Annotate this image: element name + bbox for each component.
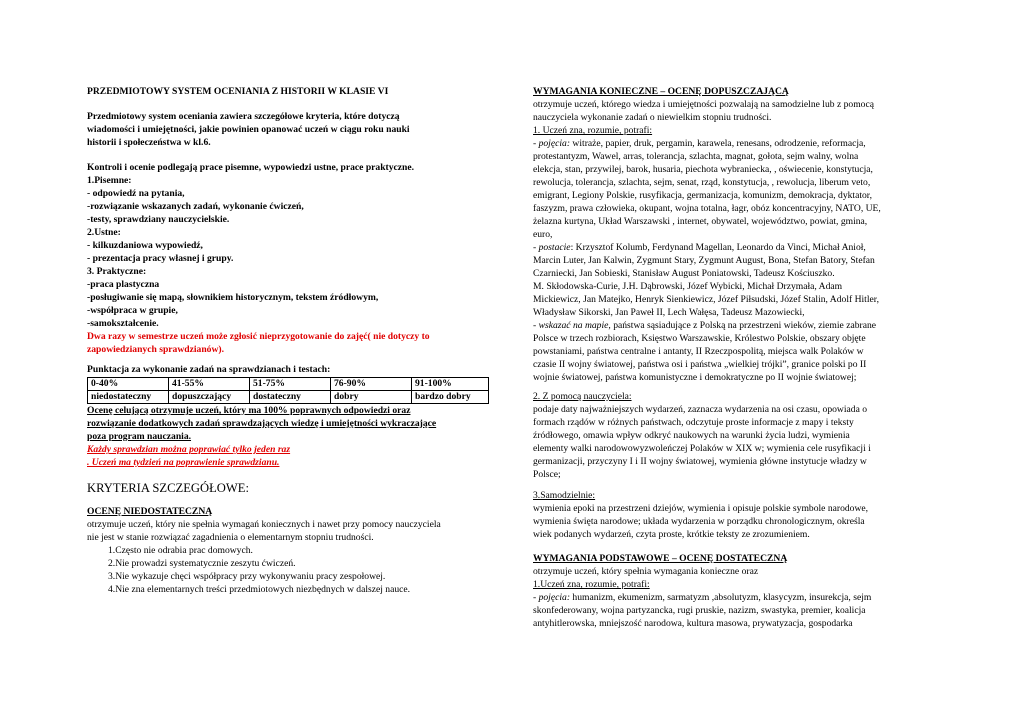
body-line: faszyzm, prawa człowieka, okupant, wojna totalna, łagr, obóz koncentracyjny, NATO, UE, <box>533 203 881 214</box>
term-text: : Krzysztof Kolumb, Ferdynand Magellan, Leonardo da Vinci, Michał Anioł, <box>570 242 866 253</box>
body-line: germanizacji, przyczyny I i II wojny światowej, wymienia główne instytucje władzy w <box>533 456 867 467</box>
body-line <box>533 138 866 150</box>
body-line: emigrant, Legiony Polskie, rusyfikacja, germanizacja, komunizm, demokracja, dyktator, <box>533 190 873 201</box>
unprepared-note: zapowiedzianych sprawdzianów). <box>87 344 224 355</box>
control-line: -posługiwanie się mapą, słownikiem historycznym, tekstem źródłowym, <box>87 292 379 303</box>
body-line: elekcja, stan, przywilej, barok, husaria, piechota wybraniecka, , oświecenie, konstytucja, <box>533 164 873 175</box>
dostateczna-heading: WYMAGANIA PODSTAWOWE – OCENĘ DOSTATECZNĄ <box>533 553 788 564</box>
body-line: rewolucja, tolerancja, szlachta, sejm, senat, rząd, konstytucja, , rewolucja, liberum veto, <box>533 177 871 188</box>
control-line: - kilkuzdaniowa wypowiedź, <box>87 240 203 251</box>
intro-line: historii i społeczeństwa w kl.6. <box>87 137 211 148</box>
table-cell: dopuszczający <box>169 391 250 404</box>
list-item: 3.Nie wykazuje chęci współpracy przy wykonywaniu pracy zespołowej. <box>108 571 386 582</box>
body-line: nauczyciela wykonanie zadań o niewielkim stopniu trudności. <box>533 112 772 123</box>
table-row <box>88 378 489 391</box>
control-line: -współpraca w grupie, <box>87 305 178 316</box>
niedostateczna-heading: OCENĘ NIEDOSTATECZNĄ <box>87 506 213 517</box>
table-cell: dostateczny <box>250 391 331 404</box>
table-row <box>88 391 489 404</box>
body-line: wymienia epoki na przestrzeni dziejów, wymienia i opisuje polskie symbole narodowe, <box>533 503 869 514</box>
term-text: , państwa sąsiadujące z Polską na przestrzeni wieków, ziemie zabrane <box>608 320 877 331</box>
control-line: -samokształcenie. <box>87 318 159 329</box>
term-text: humanizm, ekumenizm, sarmatyzm ,absolutyzm, klasycyzm, insurekcja, sejm <box>570 592 872 603</box>
body-line: antyhitlerowska, mniejszość narodowa, kultura masowa, prywatyzacja, gospodarka <box>533 618 853 629</box>
control-line: -rozwiązanie wskazanych zadań, wykonanie ćwiczeń, <box>87 201 304 212</box>
body-line: protestantyzm, Wawel, arras, tolerancja, szlachta, magnat, gołota, sejm walny, wolna <box>533 151 859 162</box>
control-line: - odpowiedź na pytania, <box>87 188 185 199</box>
term-label: wskazać na mapie <box>538 320 609 331</box>
control-line: 3. Praktyczne: <box>87 266 147 277</box>
retake-note: . Uczeń ma tydzień na poprawienie sprawdzianu. <box>87 457 280 468</box>
retake-note: Każdy sprawdzian można poprawiać tylko jeden raz <box>87 444 291 455</box>
table-cell: niedostateczny <box>88 391 169 404</box>
body-line <box>533 242 866 254</box>
subheading: 1.Uczeń zna, rozumie, potrafi: <box>533 579 650 590</box>
control-line: Kontroli i ocenie podlegają prace pisemne, wypowiedzi ustne, prace praktyczne. <box>87 162 415 173</box>
celujaca-note: Ocenę celującą otrzymuje uczeń, który ma 100% poprawnych odpowiedzi oraz <box>87 405 411 416</box>
term-label: - postacie <box>533 242 571 253</box>
body-line: formach rządów w różnych państwach, odczytuje proste informacje z mapy i teksty <box>533 417 854 428</box>
celujaca-note: rozwiązanie dodatkowych zadań sprawdzających wiedzę i umiejętności wykraczające <box>87 418 437 429</box>
intro-line: Przedmiotowy system oceniania zawiera szczegółowe kryteria, które dotyczą <box>87 111 400 122</box>
body-line: otrzymuje uczeń, który spełnia wymagania konieczne oraz <box>533 566 759 577</box>
niedostateczna-text: nie jest w stanie rozwiązać zagadnienia o elementarnym stopniu trudności. <box>87 532 374 543</box>
control-line: -testy, sprawdziany nauczycielskie. <box>87 214 230 225</box>
subheading: 1. Uczeń zna, rozumie, potrafi: <box>533 125 653 136</box>
body-line: elementy walki narodowowyzwoleńczej Polaków w XIX w; wymienia cele rusyfikacji i <box>533 443 871 454</box>
body-line: Marcin Luter, Jan Kalwin, Zygmunt Stary, Zygmunt August, Bona, Stefan Batory, Stefan <box>533 255 875 266</box>
list-item: 2.Nie prowadzi systematycznie zeszytu ćwiczeń. <box>108 558 296 569</box>
body-line: Czarniecki, Jan Sobieski, Stanisław August Poniatowski, Tadeusz Kościuszko. <box>533 268 835 279</box>
control-line: -praca plastyczna <box>87 279 160 290</box>
body-line: euro, <box>533 229 553 240</box>
body-line: Polsce w trzech rozbiorach, Księstwo Warszawskie, Królestwo Polskie, obszary objęte <box>533 333 866 344</box>
unprepared-note: Dwa razy w semestrze uczeń może zgłosić nieprzygotowanie do zajęć( nie dotyczy to <box>87 331 430 342</box>
intro-line: wiadomości i umiejętności, jakie powinien opanować uczeń w ciągu roku nauki <box>87 124 410 135</box>
body-line: czasie II wojny światowej, państwa osi i państwa „wielkiej trójki”, granice polski po II <box>533 359 867 370</box>
table-cell: 76-90% <box>331 378 412 391</box>
control-line: - prezentacja pracy własnej i grupy. <box>87 253 234 264</box>
subheading: 3.Samodzielnie: <box>533 490 596 501</box>
body-line: podaje daty najważniejszych wydarzeń, zaznacza wydarzenia na osi czasu, opowiada o <box>533 404 868 415</box>
term-prefix: - <box>533 320 539 331</box>
body-line: powstaniami, państwa centralne i antanty, II Rzeczpospolitą, miejsca walk Polaków w <box>533 346 864 357</box>
body-line <box>533 592 871 604</box>
body-line: wiek podanych wydarzeń, czyta proste, krótkie teksty ze zrozumieniem. <box>533 529 810 540</box>
body-line: otrzymuje uczeń, którego wiedza i umiejętności pozwalają na samodzielne lub z pomocą <box>533 99 874 110</box>
term-label: - pojęcia: <box>533 592 571 603</box>
list-item: 4.Nie zna elementarnych treści przedmiotowych niezbędnych w dalszej nauce. <box>108 584 411 595</box>
table-cell: bardzo dobry <box>412 391 489 404</box>
table-cell: 0-40% <box>88 378 169 391</box>
term-text: witraże, papier, druk, pergamin, karawela, renesans, odrodzenie, reformacja, <box>570 138 866 149</box>
body-line: skonfederowany, wojna partyzancka, rugi pruskie, nazizm, swastyka, premier, koalicja <box>533 605 866 616</box>
control-line: 1.Pisemne: <box>87 175 132 186</box>
document-title: PRZEDMIOTOWY SYSTEM OCENIANIA Z HISTORII W KLASIE VI <box>87 86 389 97</box>
body-line: wojnie światowej, państwa komunistyczne i demokratyczne po II wojnie światowej; <box>533 372 857 383</box>
body-line: M. Skłodowska-Curie, J.H. Dąbrowski, Józef Wybicki, Michał Drzymała, Adam <box>533 281 843 292</box>
criteria-heading: KRYTERIA SZCZEGÓŁOWE: <box>87 481 249 495</box>
dopuszczajaca-heading: WYMAGANIA KONIECZNE – OCENĘ DOPUSZCZAJĄCĄ <box>533 86 789 97</box>
body-line: wymienia święta narodowe; układa wydarzenia w porządku chronologicznym, określa <box>533 516 865 527</box>
control-line: 2.Ustne: <box>87 227 121 238</box>
body-line: źródłowego, omawia wpływ odkryć naukowych na warunki życia ludzi, wymienia <box>533 430 850 441</box>
body-line: Polsce; <box>533 469 561 480</box>
scoring-table <box>87 377 489 404</box>
table-cell: 91-100% <box>412 378 489 391</box>
body-line: żelazna kurtyna, Układ Warszawski , internet, obywatel, województwo, powiat, gmina, <box>533 216 868 227</box>
subheading: 2. Z pomocą nauczyciela: <box>533 391 632 402</box>
celujaca-note: poza program nauczania. <box>87 431 192 442</box>
table-cell: 41-55% <box>169 378 250 391</box>
term-label: - pojęcia: <box>533 138 571 149</box>
body-line: Władysław Sikorski, Jan Paweł II, Lech Wałęsa, Tadeusz Mazowiecki, <box>533 307 805 318</box>
table-cell: dobry <box>331 391 412 404</box>
table-cell: 51-75% <box>250 378 331 391</box>
list-item: 1.Często nie odrabia prac domowych. <box>108 545 253 556</box>
niedostateczna-text: otrzymuje uczeń, który nie spełnia wymagań koniecznych i nawet przy pomocy nauczyciela <box>87 519 441 530</box>
body-line: Mickiewicz, Jan Matejko, Henryk Sienkiewicz, Józef Piłsudski, Józef Stalin, Adolf Hitler, <box>533 294 879 305</box>
body-line <box>533 320 876 332</box>
scoring-title: Punktacja za wykonanie zadań na sprawdzianach i testach: <box>87 364 331 375</box>
